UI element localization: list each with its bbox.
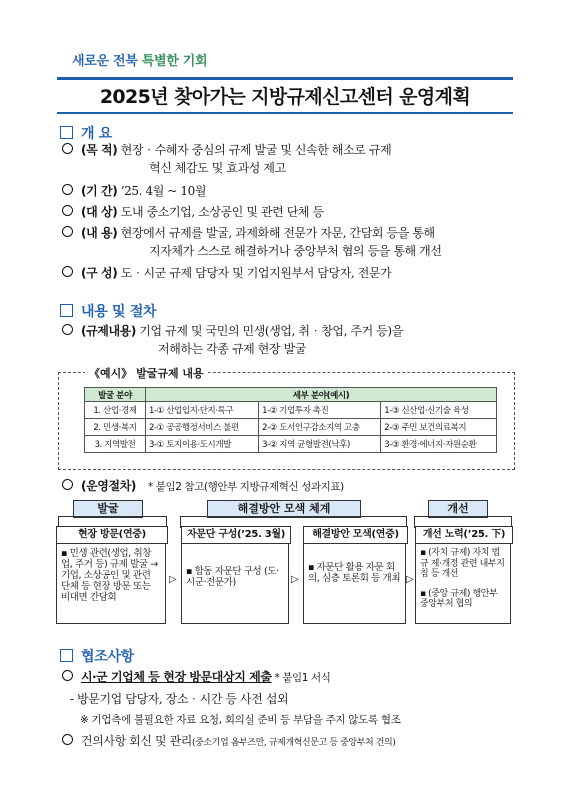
page-title: 2025년 찾아가는 지방규제신고센터 운영계획 bbox=[99, 86, 471, 108]
title-rule-bottom bbox=[57, 112, 513, 114]
table-cell: 2-② 도서인구감소지역 고충 bbox=[259, 419, 381, 436]
circle-bullet-icon bbox=[62, 670, 73, 681]
square-bullet-icon bbox=[60, 126, 73, 139]
table-header-cell: 발굴 분야 bbox=[85, 388, 146, 402]
overview-content: (내 용) 현장에서 규제를 발굴, 과제화해 전문가 자문, 간담회 등을 통해 bbox=[62, 225, 435, 242]
flow-header-solution: 해결방안 모색 체계 bbox=[207, 500, 361, 518]
table-cell: 3-① 토지이용‧도시개발 bbox=[146, 436, 259, 453]
stage-field-visit-title: 현장 방문(연중) bbox=[56, 526, 168, 544]
table-row bbox=[85, 436, 497, 453]
cooperation-item-2: 건의사항 회신 및 관리(중소기업 옴부즈만, 규제개혁신문고 등 중앙부처 건의) bbox=[62, 733, 395, 752]
table-row bbox=[85, 419, 497, 436]
example-title: 《예시》 발굴규제 내용 bbox=[85, 365, 208, 381]
table-row bbox=[85, 402, 497, 419]
cooperation-item-1: 시‧군 기업체 등 현장 방문대상지 제출 * 붙임1 서식 bbox=[62, 669, 330, 687]
improvement-central-regulation: ▪ (중앙 규제) 행안부 중앙부처 협의 bbox=[420, 588, 498, 609]
stage-improvement-title: 개선 노력(’25. 下) bbox=[415, 526, 513, 544]
table-header-cell: 세부 분야(예시) bbox=[146, 388, 497, 402]
table-cell: 1. 산업‧경제 bbox=[85, 402, 146, 419]
example-table bbox=[84, 387, 497, 453]
stage-field-visit-body: ▪ 민생 관련(생업, 취창업, 주거 등) 규제 발굴 → 기업, 소상공인 및 관련 단체 등 현장 방문 또는 비대면 간담회 bbox=[56, 544, 166, 624]
circle-bullet-icon bbox=[62, 266, 73, 277]
stage-solution-body: ▪ 자문단 활용 자문 회의, 심층 토론회 등 개최 bbox=[303, 544, 406, 624]
table-cell: 1-③ 신산업‧신기술 육성 bbox=[381, 402, 497, 419]
stage-advisory-title: 자문단 구성(’25. 3월) bbox=[181, 526, 291, 544]
title-rule-top bbox=[57, 77, 513, 80]
section-overview-heading: 개 요 bbox=[60, 123, 112, 143]
overview-composition: (구 성) 도‧시군 규제 담당자 및 기업지원부서 담당자, 전문가 bbox=[62, 265, 391, 282]
arrow-right-icon: ▷ bbox=[291, 574, 299, 585]
circle-bullet-icon bbox=[62, 143, 73, 154]
table-cell: 2. 민생‧복지 bbox=[85, 419, 146, 436]
circle-bullet-icon bbox=[62, 734, 73, 745]
overview-purpose: (목 적) 현장‧수혜자 중심의 규제 발굴 및 신속한 해소로 규제 bbox=[62, 142, 391, 159]
table-cell: 1-② 기업투자 촉진 bbox=[259, 402, 381, 419]
stage-advisory-body: ▪ 합동 자문단 구성 (도‧시군‧전문가) bbox=[181, 544, 289, 624]
circle-bullet-icon bbox=[62, 184, 73, 195]
section-procedure-heading: 내용 및 절차 bbox=[60, 301, 156, 321]
overview-purpose-cont: 혁신 체감도 및 효과성 제고 bbox=[149, 161, 286, 175]
slogan: 새로운 전북 특별한 기회 bbox=[72, 54, 208, 69]
circle-bullet-icon bbox=[62, 205, 73, 216]
stage-solution-title: 해결방안 모색(연중) bbox=[303, 526, 408, 544]
table-cell: 3. 지역발전 bbox=[85, 436, 146, 453]
table-cell: 2-③ 주민 보건의료복지 bbox=[381, 419, 497, 436]
table-header-row bbox=[85, 388, 497, 402]
flow-header-improvement: 개선 bbox=[428, 500, 488, 518]
circle-bullet-icon bbox=[62, 324, 73, 335]
stage-improvement-body bbox=[415, 544, 511, 624]
arrow-right-icon: ▷ bbox=[406, 574, 414, 585]
overview-period: (기 간) ’25. 4월 ~ 10월 bbox=[62, 183, 206, 200]
square-bullet-icon bbox=[60, 304, 73, 317]
table-cell: 2-① 공공행정서비스 불편 bbox=[146, 419, 259, 436]
improvement-local-regulation: ▪ (자치 규제) 자치 법규 제‧개정 관련 내부지침 등 개선 bbox=[420, 548, 505, 579]
section-cooperation-heading: 협조사항 bbox=[60, 646, 134, 666]
square-bullet-icon bbox=[60, 649, 73, 662]
table-cell: 3-③ 환경‧에너지‧자원순환 bbox=[381, 436, 497, 453]
flow-header-discovery: 발굴 bbox=[73, 500, 143, 518]
overview-content-cont: 지자체가 스스로 해결하거나 중앙부처 협의 등을 통해 개선 bbox=[149, 244, 442, 258]
circle-bullet-icon bbox=[62, 479, 73, 490]
table-cell: 3-② 지역 균형발전(낙후) bbox=[259, 436, 381, 453]
circle-bullet-icon bbox=[62, 226, 73, 237]
regulation-content: (규제내용) 기업 규제 및 국민의 민생(생업, 취‧창업, 주거 등)을 bbox=[62, 323, 403, 340]
arrow-right-icon: ▷ bbox=[169, 574, 177, 585]
regulation-content-cont: 저해하는 각종 규제 현장 발굴 bbox=[158, 342, 306, 356]
operation-procedure: (운영절차) * 붙임2 참고(행안부 지방규제혁신 성과지표) bbox=[62, 478, 344, 496]
table-cell: 1-① 산업입지‧단지‧특구 bbox=[146, 402, 259, 419]
cooperation-sub-2: ※ 기업측에 불필요한 자료 요청, 회의실 준비 등 부담을 주지 않도록 협조 bbox=[80, 714, 401, 726]
cooperation-sub-1: - 방문기업 담당자, 장소‧시간 등 사전 섭외 bbox=[70, 692, 289, 706]
overview-target: (대 상) 도내 중소기업, 소상공인 및 관련 단체 등 bbox=[62, 204, 324, 221]
